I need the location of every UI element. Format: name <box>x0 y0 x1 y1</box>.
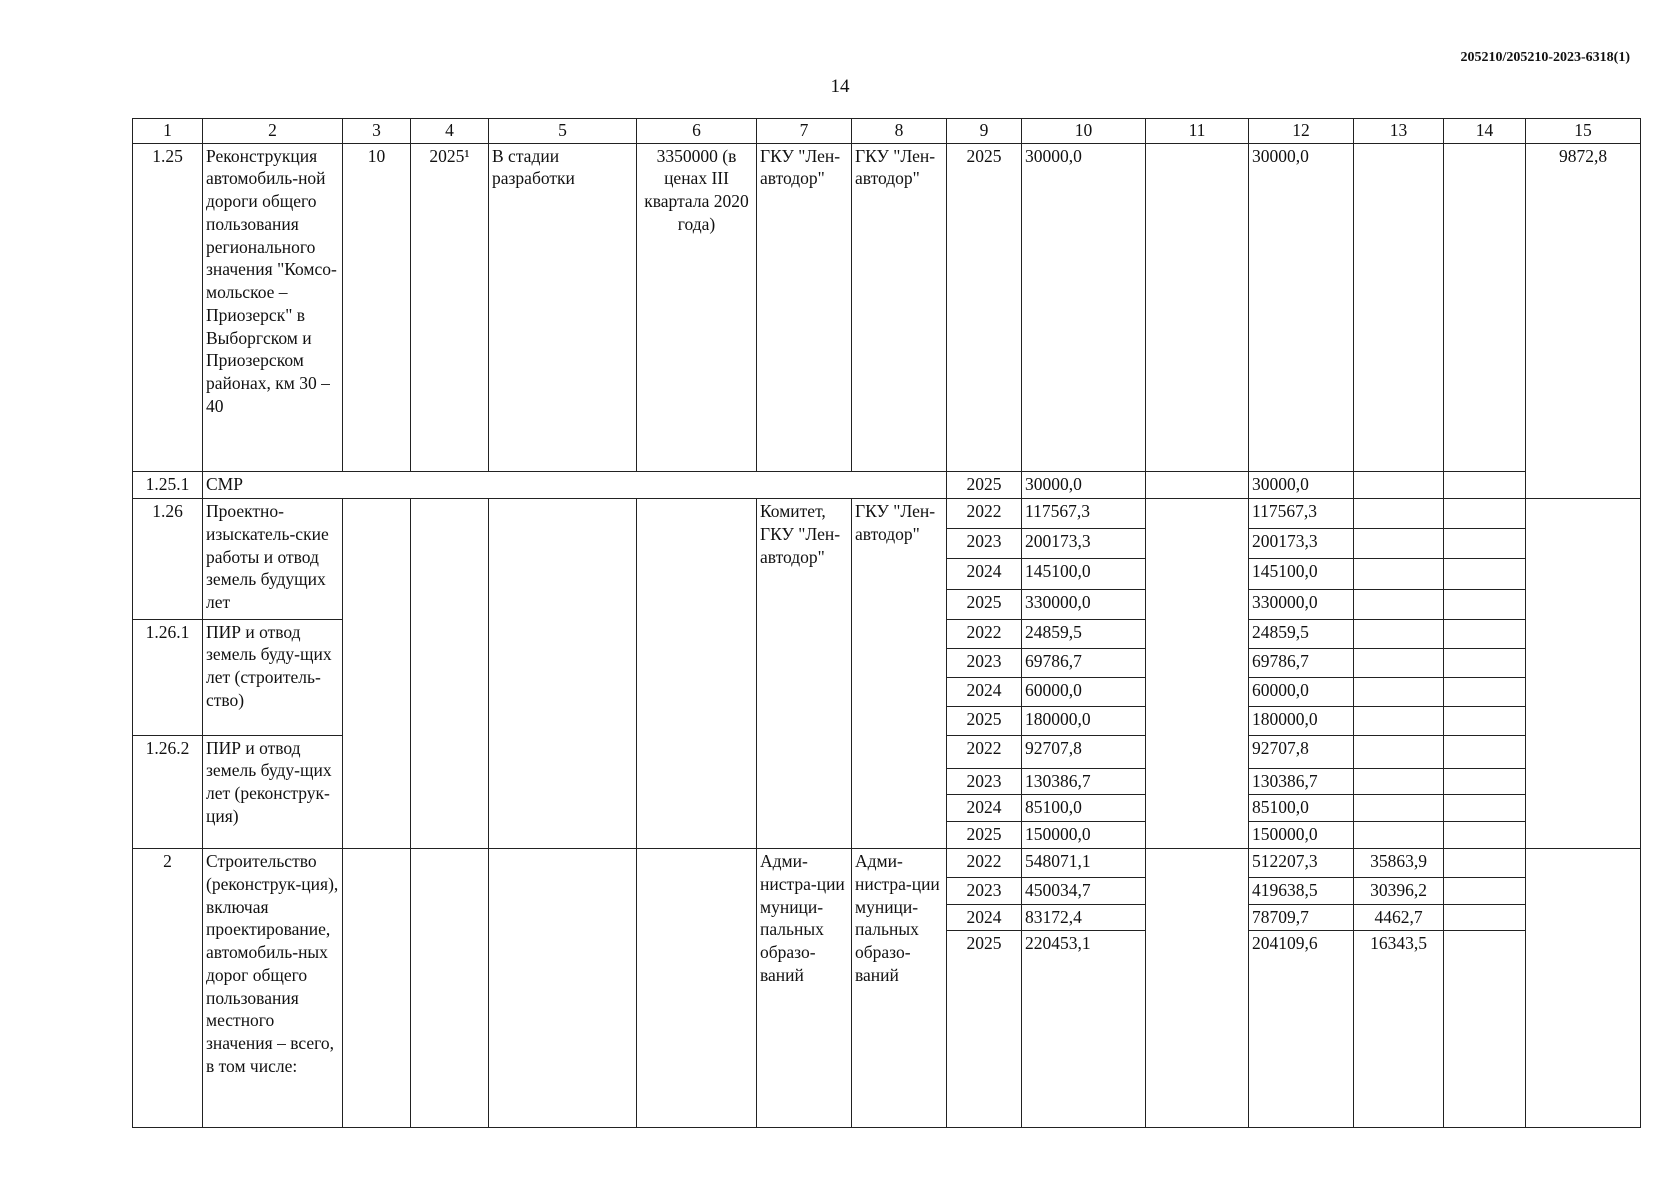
cell-year: 2024 <box>947 677 1022 706</box>
cell-c14 <box>1444 648 1526 677</box>
cell-year: 2025 <box>947 589 1022 619</box>
row-number: 2 <box>133 849 203 1128</box>
cell-c12: 130386,7 <box>1249 768 1354 795</box>
cell-c5 <box>489 849 637 1128</box>
cell-c14 <box>1444 795 1526 822</box>
cell-c14 <box>1444 822 1526 849</box>
cell-c13: 16343,5 <box>1354 931 1444 1128</box>
table-row <box>133 472 1641 499</box>
cell-c10: 30000,0 <box>1022 472 1146 499</box>
cell-c14 <box>1444 706 1526 735</box>
cell-c7: Адми-нистра-ции муници-пальных образо-ваний <box>757 849 852 1128</box>
cell-c14 <box>1444 931 1526 1128</box>
col-header: 5 <box>489 119 637 144</box>
cell-year: 2022 <box>947 849 1022 878</box>
row-number: 1.25.1 <box>133 472 203 499</box>
row-name: Реконструкция автомобиль-ной дороги общего пользования регионального значения "Комсо-мольское – Приозерск" в Выборгском и Приозерском районах, км 30 – 40 <box>203 143 343 472</box>
cell-c14 <box>1444 849 1526 878</box>
col-header: 1 <box>133 119 203 144</box>
cell-c13: 4462,7 <box>1354 904 1444 931</box>
cell-c8: ГКУ "Лен-автодор" <box>852 499 947 849</box>
row-name: Строительство (реконструк-ция), включая проектирование, автомобиль-ных дорог общего пользования местного значения – всего, в том числе: <box>203 849 343 1128</box>
cell-c10: 24859,5 <box>1022 619 1146 648</box>
col-header: 7 <box>757 119 852 144</box>
cell-c10: 117567,3 <box>1022 499 1146 529</box>
cell-c10: 548071,1 <box>1022 849 1146 878</box>
cell-year: 2025 <box>947 472 1022 499</box>
cell-year: 2022 <box>947 499 1022 529</box>
row-name: Проектно-изыскатель-ские работы и отвод земель будущих лет <box>203 499 343 620</box>
cell-c12: 69786,7 <box>1249 648 1354 677</box>
col-header: 8 <box>852 119 947 144</box>
column-number-row <box>133 119 1641 144</box>
cell-c10: 69786,7 <box>1022 648 1146 677</box>
cell-c13 <box>1354 529 1444 559</box>
cell-c10: 85100,0 <box>1022 795 1146 822</box>
cell-c10: 30000,0 <box>1022 143 1146 472</box>
cell-c11 <box>1146 472 1249 499</box>
cell-c13 <box>1354 706 1444 735</box>
budget-table <box>132 118 1641 1128</box>
cell-year: 2025 <box>947 931 1022 1128</box>
cell-year: 2023 <box>947 648 1022 677</box>
cell-c10: 92707,8 <box>1022 735 1146 768</box>
cell-c12: 204109,6 <box>1249 931 1354 1128</box>
cell-c14 <box>1444 472 1526 499</box>
cell-c12: 30000,0 <box>1249 143 1354 472</box>
cell-c3 <box>343 849 411 1128</box>
cell-year: 2023 <box>947 529 1022 559</box>
col-header: 13 <box>1354 119 1444 144</box>
cell-c13 <box>1354 822 1444 849</box>
cell-c13 <box>1354 472 1444 499</box>
cell-c11 <box>1146 143 1249 472</box>
cell-year: 2025 <box>947 822 1022 849</box>
cell-c8: Адми-нистра-ции муници-пальных образо-ваний <box>852 849 947 1128</box>
cell-c12: 330000,0 <box>1249 589 1354 619</box>
table-row <box>133 499 1641 529</box>
cell-c11 <box>1146 499 1249 849</box>
cell-year: 2025 <box>947 706 1022 735</box>
cell-c14 <box>1444 143 1526 472</box>
cell-c8: ГКУ "Лен-автодор" <box>852 143 947 472</box>
cell-c13: 30396,2 <box>1354 878 1444 905</box>
cell-c14 <box>1444 735 1526 768</box>
cell-c10: 330000,0 <box>1022 589 1146 619</box>
cell-c13 <box>1354 559 1444 589</box>
cell-c10: 450034,7 <box>1022 878 1146 905</box>
cell-c14 <box>1444 619 1526 648</box>
cell-c10: 130386,7 <box>1022 768 1146 795</box>
col-header: 14 <box>1444 119 1526 144</box>
cell-c13: 35863,9 <box>1354 849 1444 878</box>
table-row <box>133 849 1641 878</box>
col-header: 15 <box>1526 119 1641 144</box>
document-id: 205210/205210-2023-6318(1) <box>1460 50 1630 65</box>
cell-c13 <box>1354 619 1444 648</box>
cell-year: 2022 <box>947 619 1022 648</box>
cell-c6: 3350000 (в ценах III квартала 2020 года) <box>637 143 757 472</box>
cell-c14 <box>1444 559 1526 589</box>
cell-year: 2022 <box>947 735 1022 768</box>
cell-c12: 24859,5 <box>1249 619 1354 648</box>
row-number: 1.25 <box>133 143 203 472</box>
col-header: 12 <box>1249 119 1354 144</box>
cell-c6 <box>637 499 757 849</box>
cell-year: 2024 <box>947 904 1022 931</box>
cell-c14 <box>1444 529 1526 559</box>
row-name: ПИР и отвод земель буду-щих лет (строитель-ство) <box>203 619 343 735</box>
cell-c12: 92707,8 <box>1249 735 1354 768</box>
cell-c10: 145100,0 <box>1022 559 1146 589</box>
cell-c6 <box>637 849 757 1128</box>
page-number: 14 <box>830 76 850 97</box>
cell-year: 2023 <box>947 768 1022 795</box>
cell-c15 <box>1526 849 1641 1128</box>
row-name: СМР <box>203 472 947 499</box>
cell-c13 <box>1354 677 1444 706</box>
cell-year: 2023 <box>947 878 1022 905</box>
cell-c12: 145100,0 <box>1249 559 1354 589</box>
cell-c12: 180000,0 <box>1249 706 1354 735</box>
cell-c13 <box>1354 768 1444 795</box>
col-header: 11 <box>1146 119 1249 144</box>
cell-year: 2025 <box>947 143 1022 472</box>
cell-c12: 85100,0 <box>1249 795 1354 822</box>
col-header: 6 <box>637 119 757 144</box>
row-number: 1.26.2 <box>133 735 203 849</box>
cell-c10: 200173,3 <box>1022 529 1146 559</box>
cell-c13 <box>1354 143 1444 472</box>
cell-c13 <box>1354 648 1444 677</box>
cell-c10: 220453,1 <box>1022 931 1146 1128</box>
col-header: 2 <box>203 119 343 144</box>
cell-c12: 117567,3 <box>1249 499 1354 529</box>
cell-c15 <box>1526 499 1641 849</box>
cell-c4 <box>411 499 489 849</box>
cell-c10: 150000,0 <box>1022 822 1146 849</box>
cell-year: 2024 <box>947 559 1022 589</box>
cell-year: 2024 <box>947 795 1022 822</box>
cell-c7: Комитет, ГКУ "Лен-автодор" <box>757 499 852 849</box>
cell-c7: ГКУ "Лен-автодор" <box>757 143 852 472</box>
cell-c13 <box>1354 589 1444 619</box>
cell-c12: 30000,0 <box>1249 472 1354 499</box>
cell-c10: 83172,4 <box>1022 904 1146 931</box>
cell-c14 <box>1444 878 1526 905</box>
cell-c14 <box>1444 768 1526 795</box>
cell-c12: 78709,7 <box>1249 904 1354 931</box>
cell-c3 <box>343 499 411 849</box>
cell-c13 <box>1354 735 1444 768</box>
row-name: ПИР и отвод земель буду-щих лет (реконструк-ция) <box>203 735 343 849</box>
col-header: 4 <box>411 119 489 144</box>
cell-c14 <box>1444 904 1526 931</box>
cell-c14 <box>1444 677 1526 706</box>
cell-c12: 200173,3 <box>1249 529 1354 559</box>
cell-c10: 60000,0 <box>1022 677 1146 706</box>
cell-c5 <box>489 499 637 849</box>
cell-c10: 180000,0 <box>1022 706 1146 735</box>
table-row <box>133 143 1641 472</box>
cell-c3: 10 <box>343 143 411 472</box>
cell-c15: 9872,8 <box>1526 143 1641 498</box>
row-number: 1.26.1 <box>133 619 203 735</box>
cell-c4: 2025¹ <box>411 143 489 472</box>
row-number: 1.26 <box>133 499 203 620</box>
cell-c14 <box>1444 589 1526 619</box>
cell-c12: 419638,5 <box>1249 878 1354 905</box>
cell-c5: В стадии разработки <box>489 143 637 472</box>
col-header: 9 <box>947 119 1022 144</box>
cell-c11 <box>1146 849 1249 1128</box>
cell-c4 <box>411 849 489 1128</box>
cell-c12: 150000,0 <box>1249 822 1354 849</box>
col-header: 3 <box>343 119 411 144</box>
cell-c12: 512207,3 <box>1249 849 1354 878</box>
cell-c12: 60000,0 <box>1249 677 1354 706</box>
cell-c13 <box>1354 499 1444 529</box>
col-header: 10 <box>1022 119 1146 144</box>
cell-c13 <box>1354 795 1444 822</box>
cell-c14 <box>1444 499 1526 529</box>
